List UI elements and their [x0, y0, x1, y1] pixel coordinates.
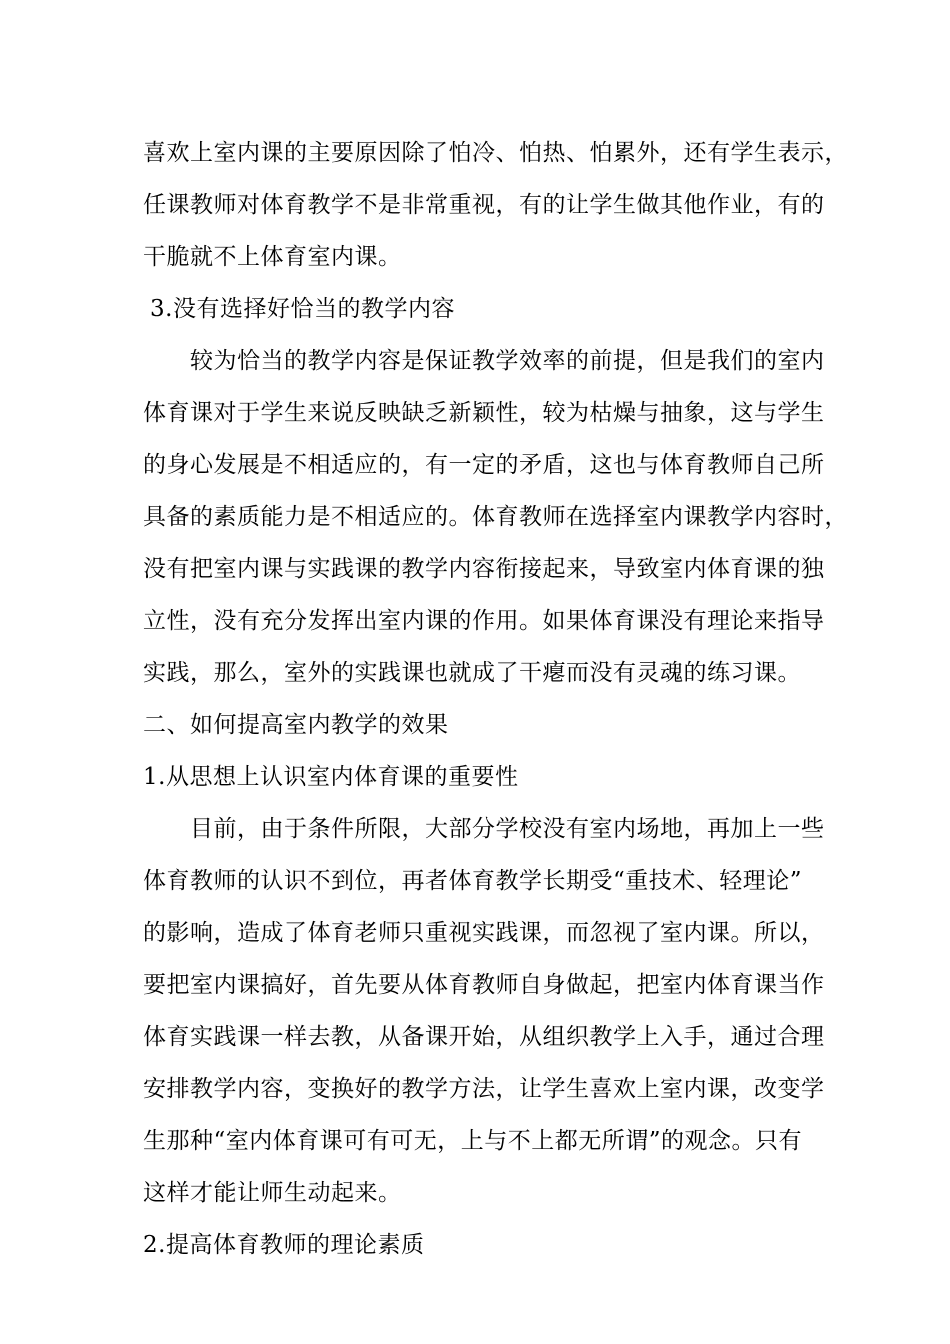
paragraph-line: 较为恰当的教学内容是保证教学效率的前提，但是我们的室内: [190, 348, 825, 374]
paragraph-line: 这样才能让师生动起来。: [143, 1180, 402, 1206]
paragraph-line: 的身心发展是不相适应的，有一定的矛盾，这也与体育教师自己所: [143, 452, 825, 478]
section-heading: 二、如何提高室内教学的效果: [143, 712, 449, 738]
subsection-heading: 1.从思想上认识室内体育课的重要性: [143, 764, 519, 790]
paragraph-line: 目前，由于条件所限，大部分学校没有室内场地，再加上一些: [190, 816, 825, 842]
paragraph-line: 安排教学内容，变换好的教学方法，让学生喜欢上室内课，改变学: [143, 1076, 825, 1102]
subsection-heading: 2.提高体育教师的理论素质: [143, 1232, 425, 1258]
paragraph-line: 的影响，造成了体育老师只重视实践课，而忽视了室内课。所以，: [143, 920, 825, 946]
paragraph-line: 体育教师的认识不到位，再者体育教学长期受“重技术、轻理论”: [143, 868, 803, 894]
paragraph-line: 要把室内课搞好，首先要从体育教师自身做起，把室内体育课当作: [143, 972, 825, 998]
paragraph-line: 体育课对于学生来说反映缺乏新颖性，较为枯燥与抽象，这与学生: [143, 400, 825, 426]
paragraph-line: 实践，那么，室外的实践课也就成了干瘪而没有灵魂的练习课。: [143, 660, 801, 686]
paragraph-line: 体育实践课一样去教，从备课开始，从组织教学上入手，通过合理: [143, 1024, 825, 1050]
paragraph-line: 干脆就不上体育室内课。: [143, 244, 402, 270]
paragraph-line: 任课教师对体育教学不是非常重视，有的让学生做其他作业，有的: [143, 192, 825, 218]
paragraph-line: 喜欢上室内课的主要原因除了怕冷、怕热、怕累外，还有学生表示，: [143, 140, 848, 166]
paragraph-line: 立性，没有充分发挥出室内课的作用。如果体育课没有理论来指导: [143, 608, 825, 634]
paragraph-line: 生那种“室内体育课可有可无，上与不上都无所谓”的观念。只有: [143, 1128, 803, 1154]
paragraph-line: 具备的素质能力是不相适应的。体育教师在选择室内课教学内容时，: [143, 504, 848, 530]
subsection-heading: 3.没有选择好恰当的教学内容: [150, 296, 455, 322]
paragraph-line: 没有把室内课与实践课的教学内容衔接起来，导致室内体育课的独: [143, 556, 825, 582]
